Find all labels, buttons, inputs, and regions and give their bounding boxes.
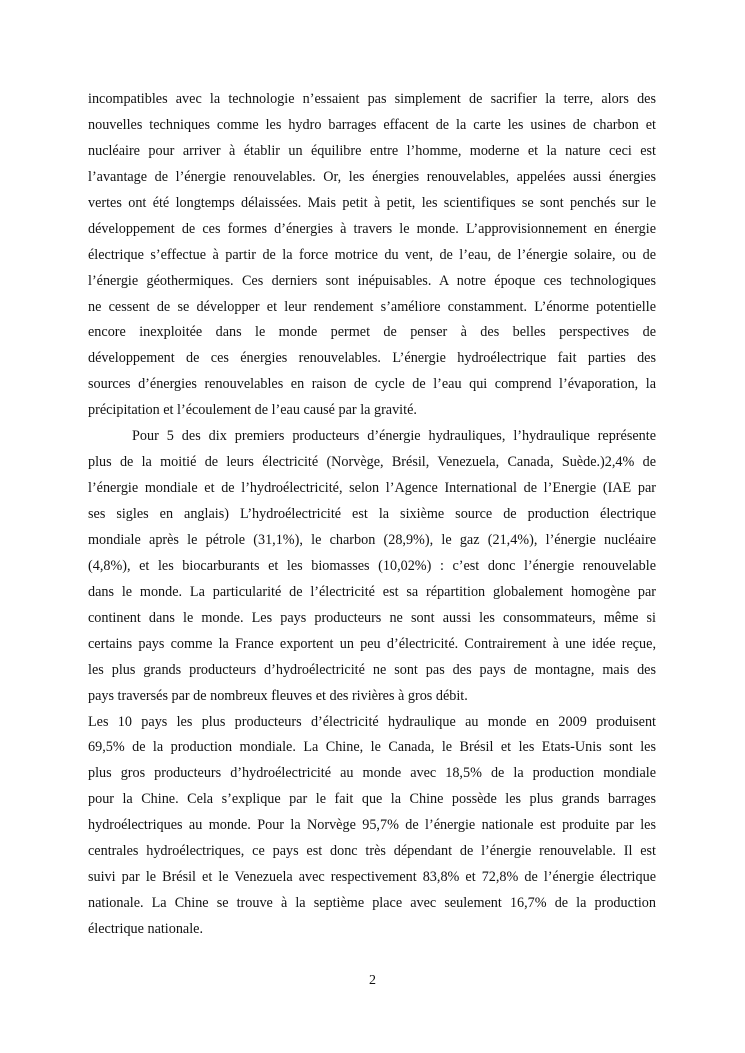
- text-line: ne cessent de se développer et leur rendement s’améliore constamment. L’énorme potentielle: [88, 298, 656, 315]
- text-line: l’avantage de l’énergie renouvelables. Or, les énergies renouvelables, appelées aussi énergies: [88, 168, 656, 185]
- text-line: électrique nationale.: [88, 921, 204, 937]
- text-line: suivi par le Brésil et le Venezuela avec respectivement 83,8% et 72,8% de l’énergie électrique: [88, 869, 656, 886]
- text-line: l’énergie mondiale et de l’hydroélectricité, selon l’Agence International de l’Energie (IAE par: [88, 480, 656, 497]
- text-line: plus de la moitié de leurs électricité (Norvège, Brésil, Venezuela, Canada, Suède.)2,4% de: [88, 454, 656, 471]
- text-line: dans le monde. La particularité de l’électricité est sa répartition globalement homogène par: [88, 583, 656, 600]
- text-line: pour la Chine. Cela s’explique par le fait que la Chine possède les plus grands barrages: [88, 791, 656, 808]
- text-line: vertes ont été longtemps délaissées. Mais petit à petit, les scientifiques se sont penchés sur le: [88, 194, 656, 211]
- text-line: développement de ces énergies renouvelables. L’énergie hydroélectrique fait parties des: [88, 350, 656, 367]
- text-line: Les 10 pays les plus producteurs d’électricité hydraulique au monde en 2009 produisent: [88, 713, 656, 730]
- paragraph-3: [88, 710, 656, 943]
- text-line: mondiale après le pétrole (31,1%), le charbon (28,9%), le gaz (21,4%), l’énergie nucléaire: [88, 531, 656, 548]
- text-line: électrique s’effectue à partir de la force motrice du vent, de l’eau, de l’énergie solaire, ou de: [88, 246, 656, 263]
- text-line: plus gros producteurs d’hydroélectricité au monde avec 18,5% de la production mondiale: [88, 765, 656, 782]
- text-line: nouvelles techniques comme les hydro barrages effacent de la carte les usines de charbon et: [88, 116, 656, 133]
- text-line: (4,8%), et les biocarburants et les biomasses (10,02%) : c’est donc l’énergie renouvelable: [88, 557, 656, 574]
- text-line: nationale. La Chine se trouve à la septième place avec seulement 16,7% de la production: [88, 895, 656, 912]
- body-text: [88, 87, 656, 943]
- text-line: pays traversés par de nombreux fleuves et des rivières à gros débit.: [88, 687, 468, 704]
- page-number: 2: [369, 973, 376, 988]
- paragraph-2: [88, 424, 656, 709]
- text-line: 69,5% de la production mondiale. La Chine, le Canada, le Brésil et les Etats-Unis sont les: [88, 739, 656, 756]
- text-line: centrales hydroélectriques, ce pays est donc très dépendant de l’énergie renouvelable. Il est: [88, 843, 656, 860]
- text-line: les plus grands producteurs d’hydroélectricité ne sont pas des pays de montagne, mais des: [88, 661, 656, 678]
- text-line: incompatibles avec la technologie n’essaient pas simplement de sacrifier la terre, alors des: [88, 91, 656, 107]
- text-line: précipitation et l’écoulement de l’eau causé par la gravité.: [88, 402, 417, 419]
- text-line: sources d’énergies renouvelables en raison de cycle de l’eau qui comprend l’évaporation, la: [88, 376, 656, 393]
- text-line: continent dans le monde. Les pays producteurs ne sont aussi les consommateurs, même si: [88, 609, 656, 626]
- text-line: encore inexploitée dans le monde permet de penser à des belles perspectives de: [88, 324, 656, 341]
- text-line: nucléaire pour arriver à établir un équilibre entre l’homme, moderne et la nature ceci est: [88, 142, 656, 159]
- text-line: hydroélectriques au monde. Pour la Norvège 95,7% de l’énergie nationale est produite par les: [88, 817, 656, 834]
- text-line: Pour 5 des dix premiers producteurs d’énergie hydrauliques, l’hydraulique représente: [132, 428, 656, 445]
- text-line: l’énergie géothermiques. Ces derniers sont inépuisables. A notre époque ces technologiques: [88, 272, 656, 289]
- text-line: ses sigles en anglais) L’hydroélectricité est la sixième source de production électrique: [88, 506, 656, 522]
- text-line: développement de ces formes d’énergies à travers le monde. L’approvisionnement en énergie: [88, 220, 656, 237]
- text-line: certains pays comme la France exportent un peu d’électricité. Contrairement à une idée reçue,: [88, 635, 656, 652]
- paragraph-1: [88, 87, 656, 424]
